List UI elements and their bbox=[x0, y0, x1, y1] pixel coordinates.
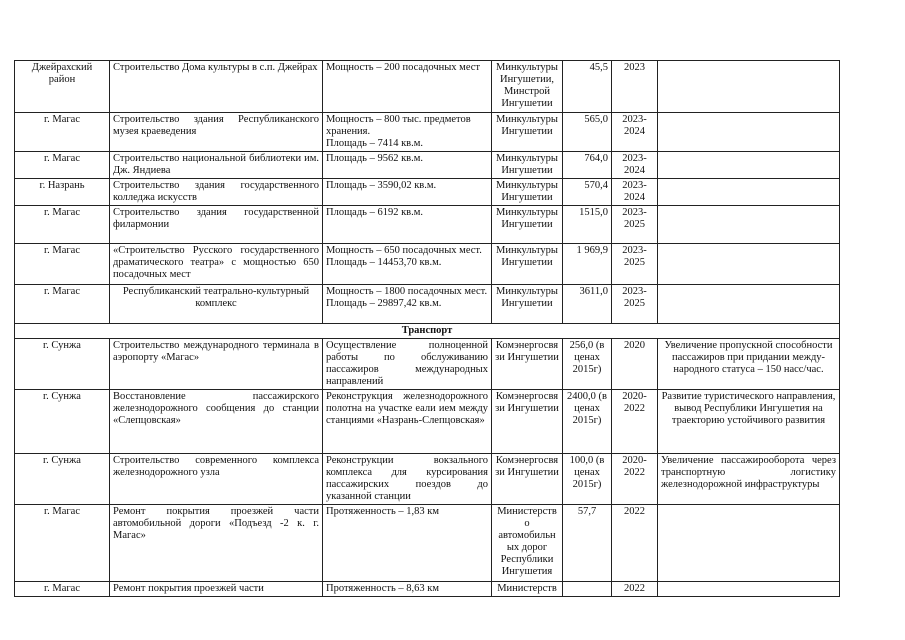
table-row bbox=[15, 61, 840, 113]
effect-cell bbox=[658, 582, 840, 597]
district-cell: г. Магас bbox=[15, 206, 110, 244]
agency-cell: Минкультуры Ингушетии bbox=[492, 152, 563, 179]
capacity-cell: Мощность – 800 тыс. предметов хранения. Площадь – 7414 кв.м. bbox=[323, 113, 492, 152]
years-cell: 2023- 2025 bbox=[612, 244, 658, 285]
project-name-cell: «Строительство Русского государственного драматического театра» с мощностью 650 посадочных мест bbox=[110, 244, 323, 285]
agency-cell: Минкультуры Ингушетии bbox=[492, 244, 563, 285]
cost-cell: 57,7 bbox=[563, 505, 612, 582]
effect-cell bbox=[658, 179, 840, 206]
years-cell: 2023- 2024 bbox=[612, 113, 658, 152]
effect-cell bbox=[658, 505, 840, 582]
table-row bbox=[15, 179, 840, 206]
infrastructure-projects-table bbox=[14, 60, 840, 597]
section-heading-transport: Транспорт bbox=[15, 324, 840, 339]
capacity-cell: Реконструкции вокзального комплекса для курсирования пассажирских поездов до указанной станции bbox=[323, 454, 492, 505]
agency-cell: Комэнергосвя зи Ингушетии bbox=[492, 390, 563, 454]
district-cell: г. Магас bbox=[15, 285, 110, 324]
table-row bbox=[15, 113, 840, 152]
capacity-cell: Протяженность – 8,63 км bbox=[323, 582, 492, 597]
district-cell: г. Магас bbox=[15, 244, 110, 285]
district-cell: г. Сунжа bbox=[15, 339, 110, 390]
table-row bbox=[15, 285, 840, 324]
table-row bbox=[15, 152, 840, 179]
effect-cell bbox=[658, 61, 840, 113]
agency-cell: Министерств bbox=[492, 582, 563, 597]
project-name-cell: Строительство международного терминала в аэропорту «Магас» bbox=[110, 339, 323, 390]
cost-cell: 2400,0 (в ценах 2015г) bbox=[563, 390, 612, 454]
section-header-row bbox=[15, 324, 840, 339]
table-row bbox=[15, 206, 840, 244]
district-cell: г. Магас bbox=[15, 152, 110, 179]
project-name-cell: Ремонт покрытия проезжей части bbox=[110, 582, 323, 597]
project-name-cell: Восстановление пассажирского железнодорожного сообщения до станции «Слепцовская» bbox=[110, 390, 323, 454]
capacity-cell: Реконструкция железнодорожного полотна на участке еали ием между станциями «Назрань-Слепцовская» bbox=[323, 390, 492, 454]
capacity-cell: Протяженность – 1,83 км bbox=[323, 505, 492, 582]
cost-cell: 100,0 (в ценах 2015г) bbox=[563, 454, 612, 505]
capacity-cell: Площадь – 3590,02 кв.м. bbox=[323, 179, 492, 206]
district-cell: Джейрахский район bbox=[15, 61, 110, 113]
capacity-cell: Мощность – 200 посадочных мест bbox=[323, 61, 492, 113]
project-name-cell: Строительство Дома культуры в с.п. Джейрах bbox=[110, 61, 323, 113]
years-cell: 2023- 2025 bbox=[612, 206, 658, 244]
cost-cell bbox=[563, 582, 612, 597]
project-name-cell: Строительство здания государственного колледжа искусств bbox=[110, 179, 323, 206]
effect-cell bbox=[658, 244, 840, 285]
table-row bbox=[15, 454, 840, 505]
project-name-cell: Республиканский театрально-культурный комплекс bbox=[110, 285, 323, 324]
agency-cell: Комэнергосвя зи Ингушетии bbox=[492, 339, 563, 390]
table-row bbox=[15, 244, 840, 285]
years-cell: 2020 bbox=[612, 339, 658, 390]
effect-cell: Развитие туристического направления, вывод Республики Ингушетия на траекторию устойчивого развития bbox=[658, 390, 840, 454]
effect-cell bbox=[658, 206, 840, 244]
effect-cell bbox=[658, 285, 840, 324]
capacity-cell: Площадь – 9562 кв.м. bbox=[323, 152, 492, 179]
table-row bbox=[15, 582, 840, 597]
table-row bbox=[15, 505, 840, 582]
agency-cell: Минкультуры Ингушетии bbox=[492, 206, 563, 244]
effect-cell: Увеличение пассажирооборота через транспортную логистику железнодорожной инфраструктуры bbox=[658, 454, 840, 505]
years-cell: 2022 bbox=[612, 505, 658, 582]
capacity-cell: Площадь – 6192 кв.м. bbox=[323, 206, 492, 244]
project-name-cell: Строительство здания государственной филармонии bbox=[110, 206, 323, 244]
capacity-cell: Осуществление полноценной работы по обслуживанию пассажиров международных направлений bbox=[323, 339, 492, 390]
cost-cell: 764,0 bbox=[563, 152, 612, 179]
district-cell: г. Сунжа bbox=[15, 454, 110, 505]
agency-cell: Минкультуры Ингушетии bbox=[492, 179, 563, 206]
project-name-cell: Строительство национальной библиотеки им. Дж. Яндиева bbox=[110, 152, 323, 179]
years-cell: 2023 bbox=[612, 61, 658, 113]
agency-cell: Минкультуры Ингушетии bbox=[492, 113, 563, 152]
table-row bbox=[15, 390, 840, 454]
cost-cell: 565,0 bbox=[563, 113, 612, 152]
cost-cell: 256,0 (в ценах 2015г) bbox=[563, 339, 612, 390]
effect-cell: Увеличение пропускной способности пассажиров при придании между-народного статуса – 150 насс/час. bbox=[658, 339, 840, 390]
years-cell: 2023- 2024 bbox=[612, 152, 658, 179]
agency-cell: Министерств о автомобильн ых дорог Республики Ингушетия bbox=[492, 505, 563, 582]
years-cell: 2020- 2022 bbox=[612, 454, 658, 505]
district-cell: г. Магас bbox=[15, 582, 110, 597]
cost-cell: 1 969,9 bbox=[563, 244, 612, 285]
cost-cell: 1515,0 bbox=[563, 206, 612, 244]
project-name-cell: Ремонт покрытия проезжей части автомобильной дороги «Подъезд -2 к. г. Магас» bbox=[110, 505, 323, 582]
project-name-cell: Строительство современного комплекса железнодорожного узла bbox=[110, 454, 323, 505]
years-cell: 2023- 2024 bbox=[612, 179, 658, 206]
years-cell: 2022 bbox=[612, 582, 658, 597]
district-cell: г. Сунжа bbox=[15, 390, 110, 454]
years-cell: 2023- 2025 bbox=[612, 285, 658, 324]
project-name-cell: Строительство здания Республиканского музея краеведения bbox=[110, 113, 323, 152]
agency-cell: Минкультуры Ингушетии, Минстрой Ингушетии bbox=[492, 61, 563, 113]
district-cell: г. Магас bbox=[15, 113, 110, 152]
effect-cell bbox=[658, 113, 840, 152]
agency-cell: Минкультуры Ингушетии bbox=[492, 285, 563, 324]
agency-cell: Комэнергосвя зи Ингушетии bbox=[492, 454, 563, 505]
years-cell: 2020- 2022 bbox=[612, 390, 658, 454]
table-row bbox=[15, 339, 840, 390]
capacity-cell: Мощность – 650 посадочных мест. Площадь – 14453,70 кв.м. bbox=[323, 244, 492, 285]
cost-cell: 3611,0 bbox=[563, 285, 612, 324]
district-cell: г. Назрань bbox=[15, 179, 110, 206]
cost-cell: 570,4 bbox=[563, 179, 612, 206]
effect-cell bbox=[658, 152, 840, 179]
district-cell: г. Магас bbox=[15, 505, 110, 582]
capacity-cell: Мощность – 1800 посадочных мест. Площадь – 29897,42 кв.м. bbox=[323, 285, 492, 324]
cost-cell: 45,5 bbox=[563, 61, 612, 113]
